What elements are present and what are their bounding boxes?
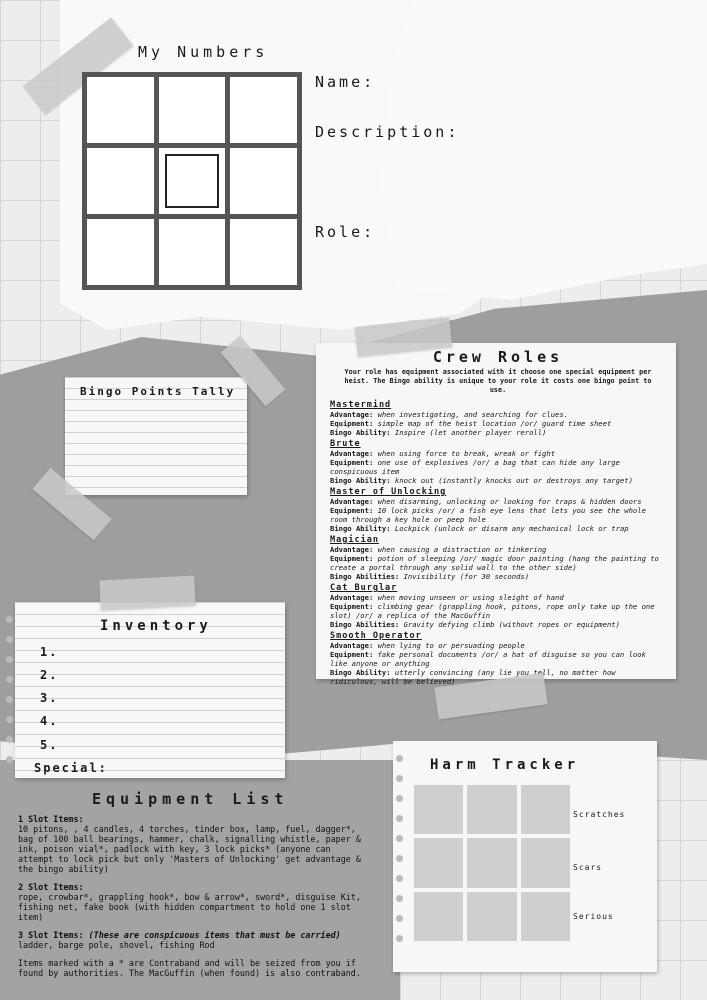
harm-box[interactable] (414, 892, 463, 941)
role-detail-key: Equipment: (330, 602, 374, 611)
role-detail-value: when investigating, and searching for clues. (377, 410, 569, 419)
binder-hole (6, 656, 13, 663)
harm-box[interactable] (414, 838, 463, 887)
role-detail-key: Bingo Ability: (330, 524, 391, 533)
role-detail-key: Bingo Abilities: (330, 572, 400, 581)
top-right-white (380, 0, 707, 300)
harm-grid (414, 785, 570, 941)
harm-tracker-title: Harm Tracker (430, 757, 580, 773)
bingo-title: My Numbers (138, 43, 269, 61)
binder-hole (396, 815, 403, 822)
role-detail-value: knock out (instantly knocks out or destroys any target) (394, 476, 633, 485)
role-detail-key: Bingo Ability: (330, 668, 391, 677)
role-detail-key: Equipment: (330, 506, 374, 515)
binder-hole (6, 696, 13, 703)
role-detail-row (330, 497, 666, 506)
role-detail-key: Equipment: (330, 650, 374, 659)
slot3-items: ladder, barge pole, shovel, fishing Rod (18, 940, 215, 950)
binder-hole (396, 795, 403, 802)
role-detail-key: Advantage: (330, 497, 374, 506)
crew-roles-card (316, 343, 676, 686)
role-detail-row (330, 410, 666, 419)
role-detail-key: Advantage: (330, 593, 374, 602)
inventory-special[interactable]: Special: (34, 761, 108, 775)
slot3-note: (These are conspicuous items that must be carried) (88, 930, 341, 940)
role-detail-value: potion of sleeping /or/ magic door painting (hang the painting to create a portal through any solid wall to the other side) (330, 554, 659, 572)
role-detail-value: 10 lock picks /or/ a fish eye lens that lets you see the whole room through a key hole or peep hole (330, 506, 646, 524)
role-name: Magician (330, 535, 379, 545)
binder-hole (396, 915, 403, 922)
binder-hole (396, 775, 403, 782)
role-detail-value: one use of explosives /or/ a bag that can hide any large conspicuous item (330, 458, 620, 476)
role-detail-value: simple map of the heist location /or/ guard time sheet (377, 419, 612, 428)
harm-box[interactable] (467, 892, 516, 941)
crew-roles-intro: Your role has equipment associated with it choose one special equipment per heist. The Bingo ability is unique to your role it costs one bingo point to use. (344, 368, 652, 394)
binder-hole (6, 736, 13, 743)
binder-hole (396, 755, 403, 762)
harm-box[interactable] (467, 785, 516, 834)
role-detail-row (330, 524, 666, 533)
harm-box[interactable] (414, 785, 463, 834)
crew-roles-title: Crew Roles (432, 348, 564, 366)
contraband-footnote: Items marked with a * are Contraband and will be seized from you if found by authorities. The MacGuffin (when found) is also contraband. (18, 958, 361, 978)
slot2-heading: 2 Slot Items: (18, 882, 84, 892)
role-detail-row (330, 554, 666, 572)
bingo-cell[interactable] (87, 77, 154, 143)
role-detail-row (330, 458, 666, 476)
equipment-list (18, 814, 363, 986)
role-detail-row (330, 545, 666, 554)
harm-box[interactable] (521, 785, 570, 834)
binder-hole (396, 855, 403, 862)
role-detail-value: utterly convincing (any lie you tell, no matter how ridiculous, will be believed) (330, 668, 616, 686)
role-detail-key: Advantage: (330, 545, 374, 554)
binder-hole (6, 616, 13, 623)
binder-hole (396, 935, 403, 942)
harm-box[interactable] (521, 838, 570, 887)
role-detail-value: when using force to break, wreak or fight (377, 449, 556, 458)
role-detail-key: Equipment: (330, 458, 374, 467)
tally-title: Bingo Points Tally (80, 385, 236, 398)
harm-level-serious: Serious (573, 912, 614, 921)
roles-list (330, 401, 666, 686)
tape-inventory (99, 576, 195, 611)
role-detail-value: climbing gear (grappling hook, pitons, rope only take up the one slot) /or/ a replica of the MacGuffin (330, 602, 655, 620)
role-detail-key: Bingo Ability: (330, 476, 391, 485)
name-label: Name: (315, 73, 376, 91)
role-detail-key: Equipment: (330, 419, 374, 428)
role-detail-row (330, 419, 666, 428)
role-detail-key: Advantage: (330, 449, 374, 458)
bingo-cell-center[interactable] (159, 148, 226, 214)
harm-box[interactable] (521, 892, 570, 941)
bingo-cell[interactable] (87, 148, 154, 214)
binder-hole (6, 756, 13, 763)
slot2-items: rope, crowbar*, grappling hook*, bow & arrow*, sword*, disguise Kit, fishing net, fake book (with hidden compartment to hold one 1 slot item) (18, 892, 361, 922)
role-detail-value: Gravity defying climb (without ropes or equipment) (403, 620, 620, 629)
bingo-cell[interactable] (87, 219, 154, 285)
bingo-cell[interactable] (230, 219, 297, 285)
role-detail-value: when disarming, unlocking or looking for traps & hidden doors (377, 497, 642, 506)
binder-hole (6, 636, 13, 643)
description-label: Description: (315, 123, 460, 141)
role-detail-key: Equipment: (330, 554, 374, 563)
role-detail-key: Bingo Ability: (330, 428, 391, 437)
role-detail-value: when lying to or persuading people (377, 641, 525, 650)
inventory-slot-1[interactable]: 1. (40, 645, 59, 659)
role-label: Role: (315, 223, 376, 241)
harm-level-scratches: Scratches (573, 810, 626, 819)
harm-box[interactable] (467, 838, 516, 887)
bingo-cell[interactable] (159, 219, 226, 285)
role-detail-value: when moving unseen or using sleight of hand (377, 593, 564, 602)
role-detail-key: Advantage: (330, 641, 374, 650)
binder-hole (6, 676, 13, 683)
slot3-heading: 3 Slot Items: (18, 930, 84, 940)
role-detail-row (330, 641, 666, 650)
equipment-title: Equipment List (92, 790, 289, 808)
role-name: Master of Unlocking (330, 487, 447, 497)
inventory-slot-2[interactable]: 2. (40, 668, 59, 682)
bingo-grid (82, 72, 302, 290)
role-detail-row (330, 428, 666, 437)
bingo-cell[interactable] (230, 77, 297, 143)
role-detail-value: fake personal documents /or/ a hat of disguise so you can look like anyone or anything (330, 650, 646, 668)
binder-hole (6, 716, 13, 723)
role-name: Mastermind (330, 400, 392, 410)
role-detail-value: Inspire (let another player reroll) (394, 428, 547, 437)
bingo-cell[interactable] (230, 148, 297, 214)
binder-hole (396, 875, 403, 882)
role-detail-row (330, 602, 666, 620)
inventory-slot-3[interactable]: 3. (40, 691, 59, 705)
role-detail-row (330, 593, 666, 602)
slot1-heading: 1 Slot Items: (18, 814, 84, 824)
role-detail-row (330, 572, 666, 581)
role-detail-value: Lockpick (unlock or disarm any mechanical lock or trap (394, 524, 629, 533)
role-detail-row (330, 449, 666, 458)
inventory-title: Inventory (100, 618, 212, 634)
role-detail-value: when causing a distraction or tinkering (377, 545, 547, 554)
role-detail-row (330, 620, 666, 629)
binder-hole (396, 835, 403, 842)
slot1-items: 10 pitons, , 4 candles, 4 torches, tinder box, lamp, fuel, dagger*, bag of 100 ball bearings, hammer, chalk, signalling whistle, paper & ink, poison vial*, padlock with key, 3 lock picks* (anyone can attempt to lock pick but only 'Masters of Unlocking' get advantage & the bingo ability) (18, 824, 361, 874)
role-detail-row (330, 476, 666, 485)
inventory-slot-5[interactable]: 5. (40, 738, 59, 752)
inventory-slot-4[interactable]: 4. (40, 714, 59, 728)
binder-hole (396, 895, 403, 902)
role-name: Brute (330, 439, 361, 449)
role-detail-key: Bingo Abilities: (330, 620, 400, 629)
role-name: Cat Burglar (330, 583, 398, 593)
role-detail-key: Advantage: (330, 410, 374, 419)
harm-level-scars: Scars (573, 863, 603, 872)
role-detail-row (330, 506, 666, 524)
bingo-cell[interactable] (159, 77, 226, 143)
role-detail-value: Invisibility (for 30 seconds) (403, 572, 530, 581)
role-detail-row (330, 650, 666, 668)
role-name: Smooth Operator (330, 631, 422, 641)
